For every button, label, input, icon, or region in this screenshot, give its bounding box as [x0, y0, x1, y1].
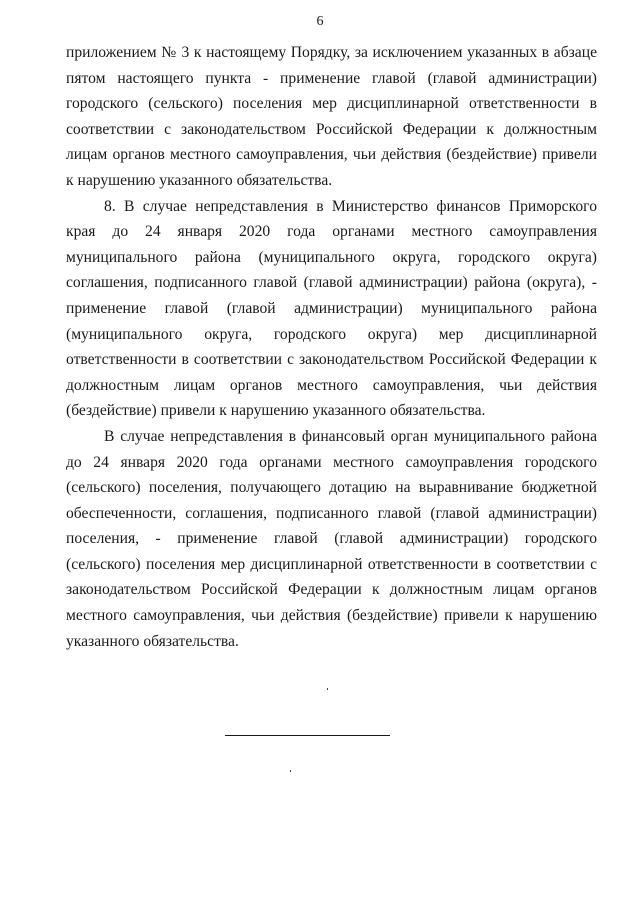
paragraph-continuation: приложением № 3 к настоящему Порядку, за исключением указанных в абзаце пятом настоящего пункта - применение главой (главой администрации) городского (сельского) поселения мер дисциплинарной ответственности в соответствии с законодательством Российской Федерации к должностным лицам органов местного самоуправления, чьи действия (бездействие) привели к нарушению указанного обязательства. [66, 44, 597, 189]
paragraph-item-8: 8. В случае непредставления в Министерство финансов Приморского края до 24 января 2020 года органами местного самоуправления муниципального района (муниципального округа, городского округа) соглашения, подписанного главой (главой администрации) района (округа), - применение главой (главой администрации) муниципального района (муниципального округа, городского округа) мер дисциплинарной ответственности в соответствии с законодательством Российской Федерации к должностным лицам органов местного самоуправления, чьи действия (бездействие) привели к нарушению указанного обязательства. [66, 197, 597, 420]
scan-speck [327, 688, 328, 690]
scan-speck [290, 770, 291, 772]
paragraph-settlement-case: В случае непредставления в финансовый орган муниципального района до 24 января 2020 года органами местного самоуправления городского (сельского) поселения, получающего дотацию на выравнивание бюджетной обеспеченности, соглашения, подписанного главой (главой администрации) поселения, - применение главой (главой администрации) городского (сельского) поселения мер дисциплинарной ответственности в соответствии с законодательством Российской Федерации к должностным лицам органов местного самоуправления, чьи действия (бездействие) привели к нарушению указанного обязательства. [66, 427, 597, 650]
end-separator-line [225, 735, 390, 736]
body-text [66, 40, 597, 654]
page-number: 6 [316, 14, 324, 29]
